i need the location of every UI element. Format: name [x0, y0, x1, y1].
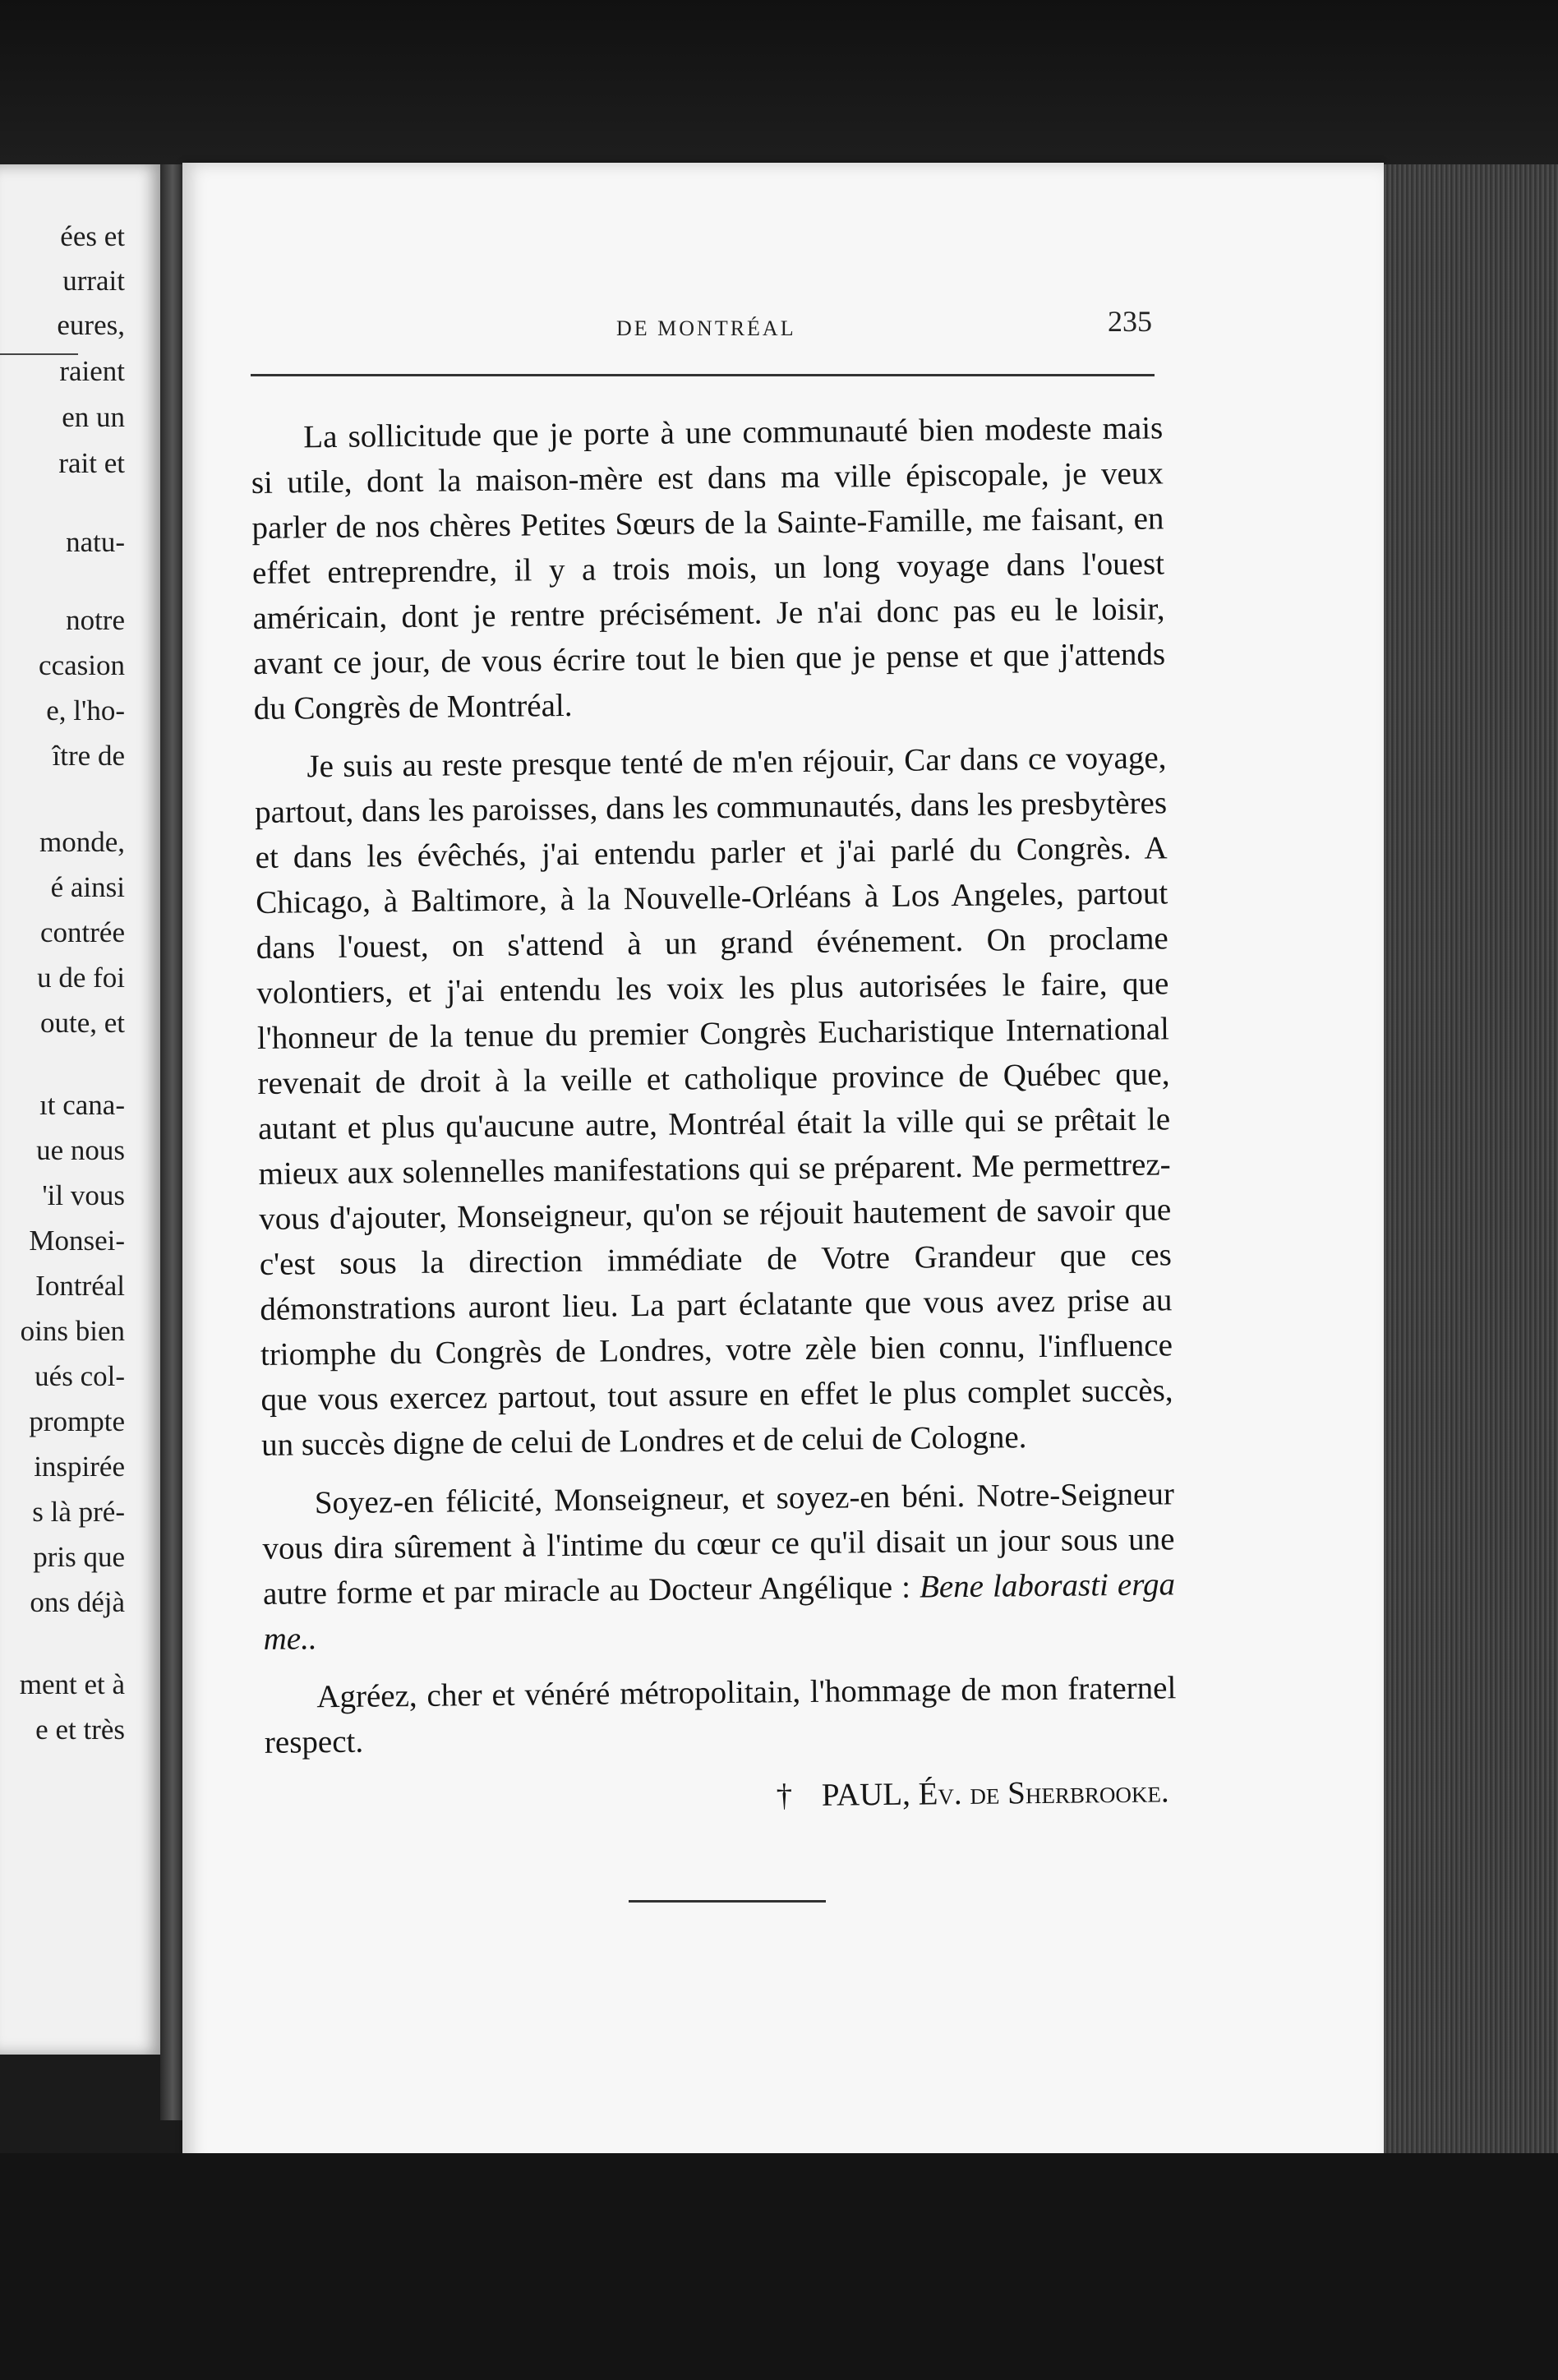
- left-page-fragment: ître de: [52, 740, 125, 772]
- left-page-fragment: oins bien: [20, 1315, 125, 1347]
- page-number: 235: [1108, 305, 1152, 338]
- header-rule: [251, 374, 1155, 376]
- left-page-fragment: oute, et: [39, 1007, 125, 1039]
- left-page-fragment: inspirée: [34, 1451, 125, 1483]
- left-page-fragment: 'il vous: [42, 1179, 125, 1211]
- signature-title: Év. de Sherbrooke.: [918, 1773, 1169, 1812]
- left-page-fragment: ées et: [60, 220, 125, 252]
- running-head: DE MONTRÉAL: [616, 316, 796, 340]
- paragraph-1: La sollicitude que je porte à une communauté bien modeste mais si utile, dont la maison-mère est dans ma ville épiscopale, je veux parler de nos chères Petites Sœurs de la Sainte-Famille, me faisant, en effet entreprendre, il y a trois mois, un long voyage dans l'ouest américain, dont je rentre précisément. Je n'ai donc pas eu le loisir, avant ce jour, de vous écrire tout le bien que je pense et que j'attends du Congrès de Montréal.: [251, 410, 1166, 726]
- left-page-fragment: en un: [62, 401, 125, 433]
- signature: [265, 1769, 1178, 1824]
- background-bottom: [0, 2153, 1558, 2380]
- left-page-fragment: s là pré-: [32, 1496, 125, 1528]
- left-page-fragment: urrait: [62, 265, 125, 297]
- letter-body: [251, 405, 1178, 1824]
- left-page-fragment: notre: [66, 604, 125, 636]
- background-top: [0, 0, 1558, 164]
- left-page-fragment: rait et: [58, 447, 125, 479]
- left-page-fragment: Iontréal: [35, 1270, 125, 1302]
- left-page-fragment: natu-: [66, 526, 125, 558]
- left-page-fragment: Monsei-: [29, 1225, 125, 1257]
- left-page-fragment: e, l'ho-: [46, 694, 125, 726]
- left-page-fragment: ıt cana-: [39, 1089, 125, 1121]
- signature-name: PAUL,: [821, 1776, 911, 1813]
- blessing-text: Soyez-en félicité, Monseigneur, et soyez-en béni. Notre-Seigneur vous dira sûrement à l'intime du cœur ce qu'il disait un jour sous une autre forme et par miracle au Docteur Angélique :: [262, 1476, 1175, 1612]
- left-page-fragment: u de foi: [37, 962, 125, 994]
- left-page-fragment: ment et à: [19, 1668, 125, 1700]
- left-page-fragment: ue nous: [36, 1134, 125, 1166]
- left-page-fragment: ccasion: [39, 649, 125, 681]
- left-page-fragment: ons déjà: [30, 1586, 125, 1618]
- latin-quote: Bene laborasti erga me..: [263, 1566, 1176, 1657]
- page-edges: [1384, 164, 1558, 2170]
- cross-mark: †: [776, 1778, 793, 1814]
- left-page-fragment: pris que: [33, 1541, 125, 1573]
- left-page-fragment: contrée: [40, 916, 125, 948]
- left-page-fragment: e et très: [35, 1714, 125, 1746]
- left-page-fragment: prompte: [29, 1405, 125, 1437]
- closing-rule: [629, 1900, 826, 1903]
- left-page-fragment: monde,: [39, 826, 125, 858]
- paragraph-2: Je suis au reste presque tenté de m'en réjouir, Car dans ce voyage, partout, dans les paroisses, dans les communautés, dans les presbytères et dans les évêchés, j'ai entendu parler et j'ai parlé du Congrès. A Chicago, à Baltimore, à la Nouvelle-Orléans à Los Angeles, partout dans l'ouest, on s'attend à un grand événement. On proclame volontiers, et j'ai entendu les voix les plus autorisées le faire, que l'honneur de la tenue du premier Congrès Eucharistique International revenait de droit à la veille et catholique province de Québec que, autant et plus qu'aucune autre, Montréal était la ville qui se prêtait le mieux aux solennelles manifestations qui se préparent. Me permettrez-vous d'ajouter, Monseigneur, qu'on se réjouit hautement de savoir que c'est sous la direction immédiate de Votre Grandeur que ces démonstrations auront lieu. La part éclatante que vous avez prise au triomphe du Congrès de Londres, votre zèle bien connu, l'influence que vous exercez partout, tout assure en effet le plus complet succès, un succès digne de celui de Londres et de celui de Cologne.: [254, 740, 1173, 1463]
- left-page-fragment: é ainsi: [50, 871, 125, 903]
- book-gutter: [160, 164, 185, 2120]
- left-page-fragment: eures,: [57, 309, 125, 341]
- left-page: [0, 164, 164, 2055]
- paragraph-3: [262, 1471, 1176, 1662]
- left-page-fragment: ués col-: [35, 1360, 125, 1392]
- closing-paragraph: Agréez, cher et vénéré métropolitain, l'hommage de mon fraternel respect.: [264, 1670, 1177, 1760]
- left-page-fragment: raient: [59, 355, 125, 387]
